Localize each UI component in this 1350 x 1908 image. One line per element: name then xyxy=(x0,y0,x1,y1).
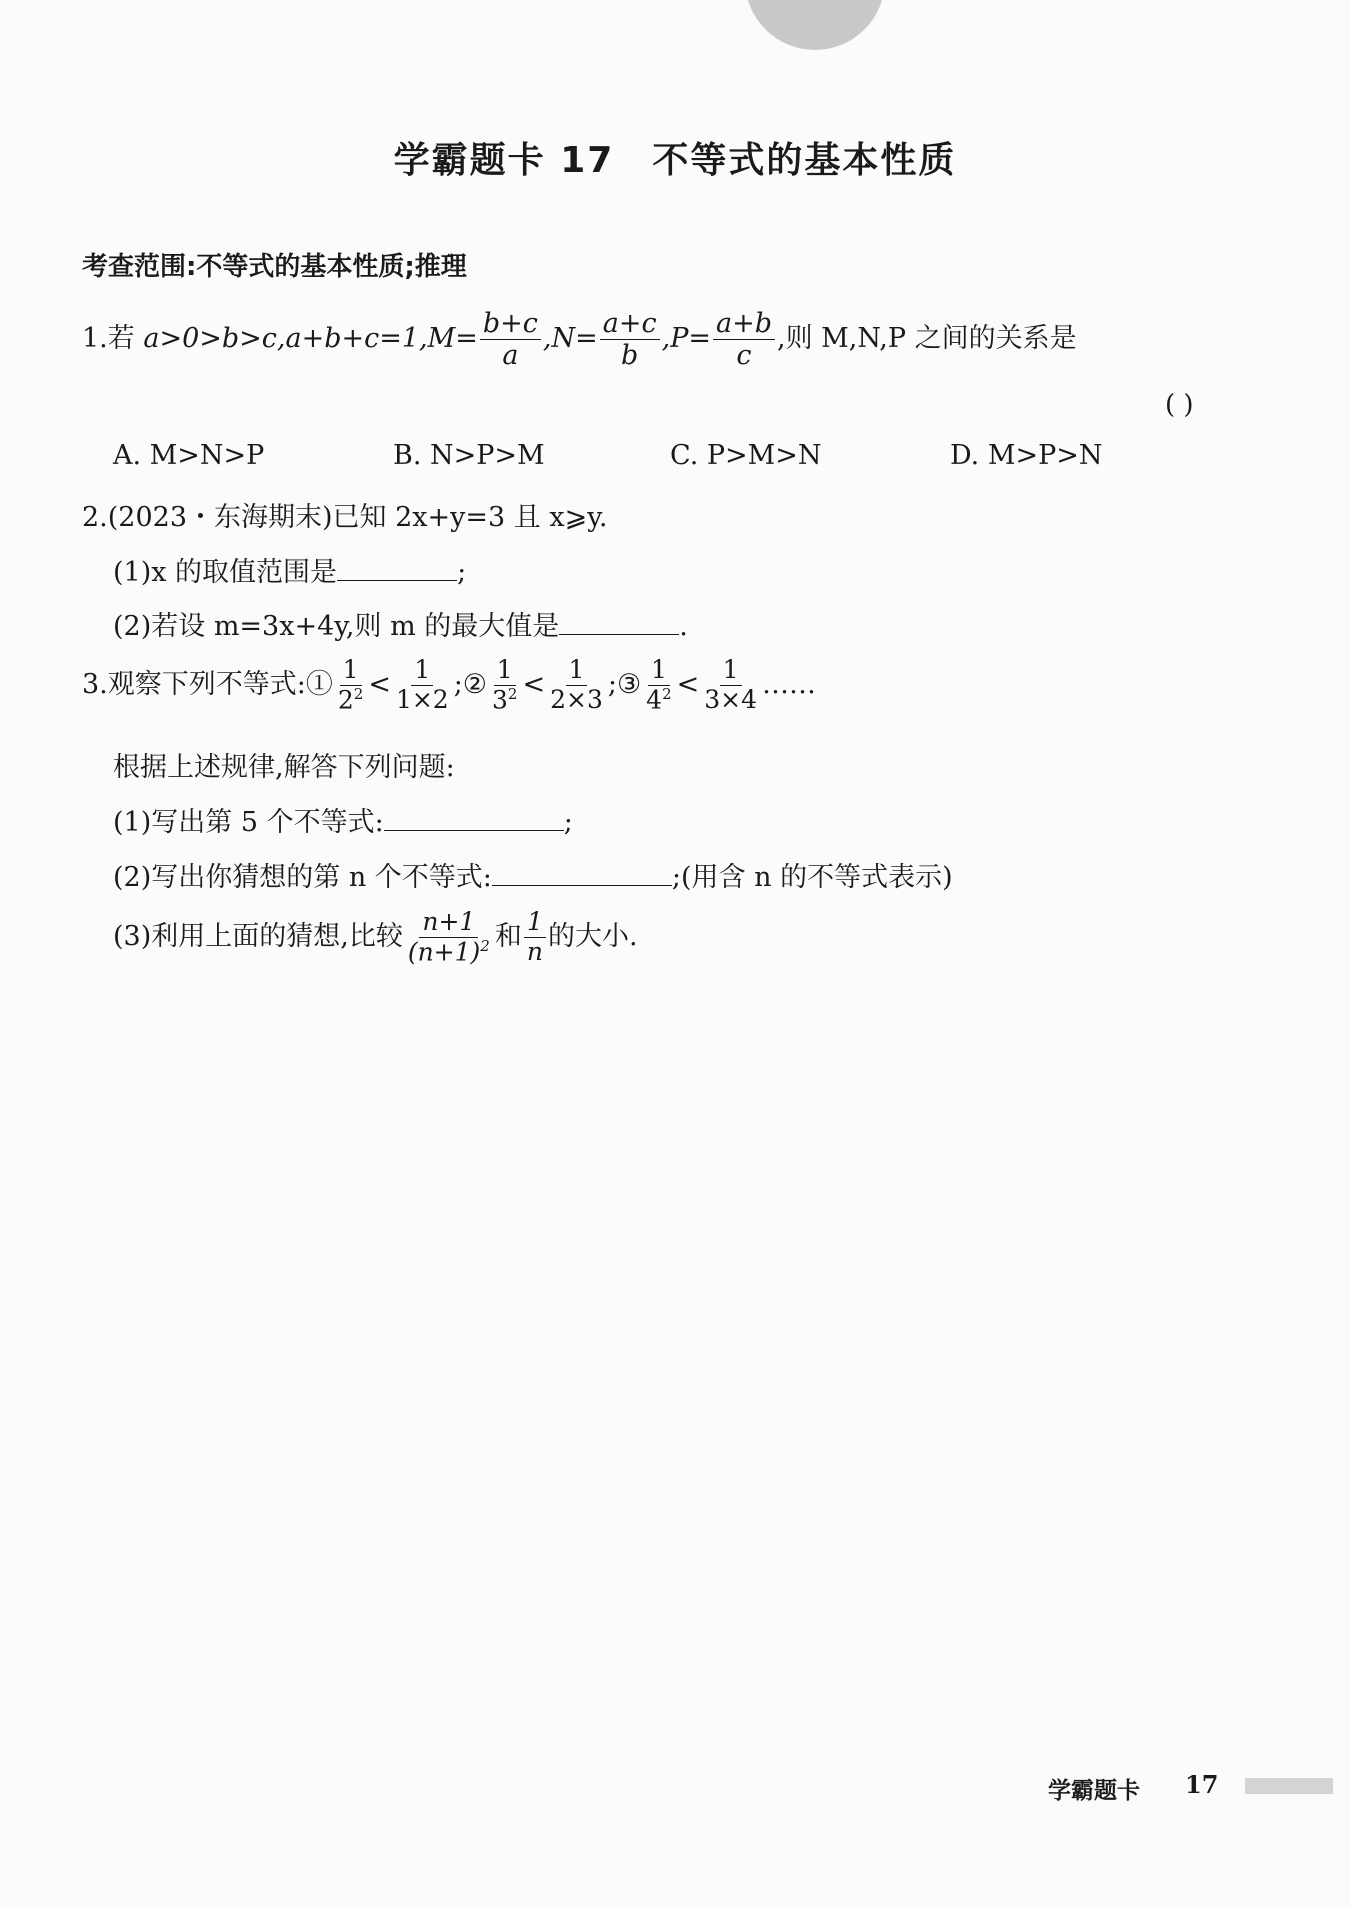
option-a: A. M>N>P xyxy=(113,440,265,471)
q1-p-lhs: ,P= xyxy=(661,323,711,355)
q1-tail: ,则 M,N,P 之间的关系是 xyxy=(777,323,1077,355)
q3-ineq3-left xyxy=(643,656,674,715)
option-c: C. P>M>N xyxy=(670,440,822,471)
q3-part3-end: 的大小. xyxy=(547,920,638,952)
q1-m-num: b+c xyxy=(480,308,541,340)
footer-label: 学霸题卡 xyxy=(1048,1778,1140,1804)
q3-circle-3: ;③ xyxy=(607,668,642,700)
q2-part1-text: (1)x 的取值范围是 xyxy=(113,557,338,588)
q3-part1-blank[interactable] xyxy=(384,804,564,831)
q3-fraction-1-num: n+1 xyxy=(419,908,478,938)
q3-ineq2-left-num: 1 xyxy=(494,656,516,686)
q3-ineq2-right-den: 2×3 xyxy=(550,684,603,714)
q2-part1-blank[interactable] xyxy=(337,554,457,581)
q3-ineq3-left-den xyxy=(643,686,674,715)
title-card: 学霸题卡 17 xyxy=(393,140,615,181)
q1-m-fraction xyxy=(480,308,541,371)
q3-ineq1-left xyxy=(335,656,366,715)
q1-p-fraction xyxy=(713,308,775,371)
q3-ineq1-right xyxy=(393,656,452,715)
q2-part2-blank[interactable] xyxy=(559,608,679,635)
q3-ineq2-lt: < xyxy=(522,668,546,700)
q3-ineq1-right-den: 1×2 xyxy=(395,684,449,714)
option-d: D. M>P>N xyxy=(950,440,1103,471)
page-title xyxy=(0,132,1350,183)
q1-m-lhs: M= xyxy=(427,323,478,355)
q1-n-fraction xyxy=(600,308,660,371)
q3-circle-2: ;② xyxy=(453,668,488,700)
q3-circle-1: ① xyxy=(305,668,333,700)
question-3-stem xyxy=(82,656,816,715)
q3-ineq1-lt: < xyxy=(368,668,391,700)
q3-fraction-1-pow: 2 xyxy=(480,936,490,955)
q2-part1-end: ; xyxy=(457,557,467,588)
q3-ineq1-right-num: 1 xyxy=(411,656,433,686)
question-3-part-1 xyxy=(113,800,573,839)
q3-part3-and: 和 xyxy=(494,920,522,952)
q1-n-den: b xyxy=(621,340,639,372)
q3-ineq2-base: 3 xyxy=(492,685,508,715)
exam-scope: 考查范围:不等式的基本性质;推理 xyxy=(82,252,467,282)
q3-ineq2-pow: 2 xyxy=(507,684,518,703)
q3-part2-end: ;(用含 n 的不等式表示) xyxy=(671,862,953,893)
q3-part1-text: (1)写出第 5 个不等式: xyxy=(113,807,384,838)
q3-ineq3-right-den: 3×4 xyxy=(704,684,758,714)
question-3-intro: 根据上述规律,解答下列问题: xyxy=(113,752,455,783)
q2-part2-end: . xyxy=(679,611,688,642)
question-3-part-3 xyxy=(113,908,638,967)
q3-ineq1-base: 2 xyxy=(337,685,354,715)
q3-ineq2-left-den xyxy=(489,686,520,715)
option-b: B. N>P>M xyxy=(393,440,545,471)
q3-ineq2-right xyxy=(547,656,606,715)
q3-ineq3-right-num: 1 xyxy=(720,656,742,686)
q2-part2-text: (2)若设 m=3x+4y,则 m 的最大值是 xyxy=(113,611,560,642)
page-tab-decoration xyxy=(745,0,885,50)
q3-fraction-2 xyxy=(524,908,546,967)
q3-part3-text: (3)利用上面的猜想,比较 xyxy=(113,920,403,952)
q3-ineq3-pow: 2 xyxy=(662,684,672,703)
q3-ineq1-left-den xyxy=(335,686,366,715)
q1-p-num: a+b xyxy=(713,308,775,340)
q3-ineq2-left xyxy=(489,656,520,715)
q3-stem-text: 3.观察下列不等式: xyxy=(82,668,306,700)
page-number: 17 xyxy=(1185,1770,1219,1799)
q3-ellipsis: …… xyxy=(762,668,817,700)
q3-fraction-1-base: (n+1) xyxy=(407,937,481,967)
q3-ineq3-lt: < xyxy=(676,668,700,700)
q3-fraction-1 xyxy=(405,908,493,967)
q3-ineq1-left-num: 1 xyxy=(340,656,362,686)
title-topic: 不等式的基本性质 xyxy=(652,140,957,181)
q3-ineq3-base: 4 xyxy=(646,685,663,715)
q3-ineq3-right xyxy=(701,656,760,715)
question-1 xyxy=(82,308,1077,371)
question-2-part-1 xyxy=(113,550,466,589)
q3-part2-text: (2)写出你猜想的第 n 个不等式: xyxy=(113,862,492,893)
q3-fraction-2-den: n xyxy=(526,936,543,966)
q3-part1-end: ; xyxy=(563,807,573,838)
q1-p-den: c xyxy=(736,340,752,372)
q3-fraction-2-num: 1 xyxy=(524,908,546,938)
q1-condition: a>0>b>c,a+b+c=1, xyxy=(143,323,428,355)
q1-n-num: a+c xyxy=(600,308,660,340)
q3-ineq2-right-num: 1 xyxy=(566,656,588,686)
answer-paren: ( ) xyxy=(1165,390,1194,420)
q1-prefix: 1.若 xyxy=(82,323,144,355)
q3-part2-blank[interactable] xyxy=(492,859,672,886)
question-2-part-2 xyxy=(113,604,688,643)
footer-decoration xyxy=(1245,1778,1333,1794)
q3-ineq1-pow: 2 xyxy=(353,684,364,703)
question-3-part-2 xyxy=(113,855,953,894)
q1-m-den: a xyxy=(502,340,519,372)
q3-fraction-1-den xyxy=(405,938,493,967)
q1-n-lhs: ,N= xyxy=(542,323,598,355)
q3-ineq3-left-num: 1 xyxy=(648,656,670,686)
question-2-stem: 2.(2023・东海期末)已知 2x+y=3 且 x⩾y. xyxy=(82,502,608,533)
